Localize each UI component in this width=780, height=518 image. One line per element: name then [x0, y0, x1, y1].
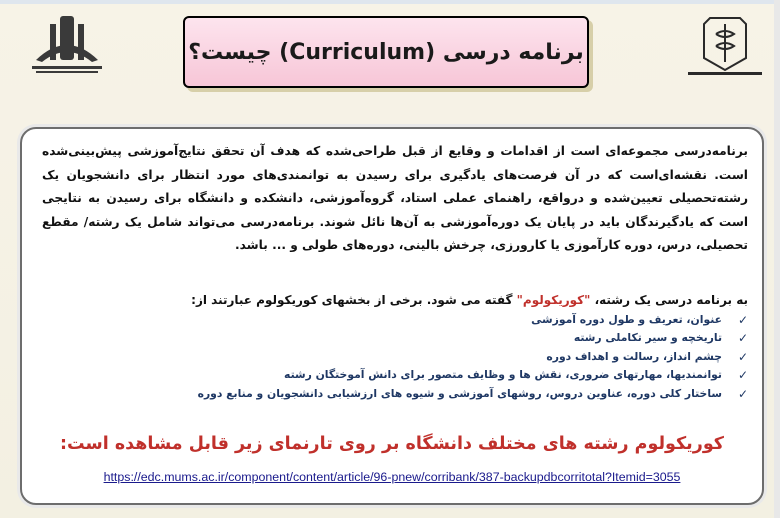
- curriculum-link[interactable]: https://edc.mums.ac.ir/component/content/article/96-pnew/corribank/387-backupdbcorritotal?Itemid=3055: [103, 470, 681, 484]
- curriculum-sections-list: [188, 311, 748, 403]
- university-logo-icon: [680, 10, 770, 80]
- list-item-text: تاریخچه و سیر تکاملی رشته: [573, 331, 722, 345]
- content-box: [20, 127, 764, 505]
- list-item-text: ساختار کلی دوره، عناوین دروس، روشهای آموزشی و شیوه های ارزشیابی دانشجویان و منابع دوره: [197, 386, 722, 400]
- intro-text-end: گفته می شود. برخی از بخشهای کوریکولوم عبارتند از:: [191, 293, 517, 307]
- intro-highlight: "کوریکولوم": [516, 293, 591, 307]
- page-title: برنامه درسی (Curriculum) چیست؟: [188, 39, 584, 65]
- list-item: [188, 385, 748, 403]
- curriculum-intro: [148, 291, 748, 309]
- list-item-text: توانمندیها، مهارتهای ضروری، نقش ها و وظایف متصور برای دانش آموختگان رشته: [284, 368, 722, 382]
- title-box: [183, 16, 589, 88]
- right-edge: [774, 0, 780, 518]
- list-item: [188, 366, 748, 384]
- edc-logo-icon: [22, 10, 112, 80]
- top-border: [0, 0, 780, 4]
- check-icon: ✓: [737, 313, 748, 327]
- list-item: [188, 311, 748, 329]
- definition-paragraph: برنامه‌درسی مجموعه‌ای است از اقدامات و وقایع از قبل طراحی‌شده که هدف آن تحقق نتایج‌آموزشی پیش‌بینی‌شده است. نقشه‌ای‌است که در آن فرصت‌های یادگیری برای رسیدن به توانمندی‌های مورد انتظار برای دانشجویان یک رشته‌تحصیلی تعیین‌شده و درواقع، راهنمای عملی استاد، گروه‌آموزشی، دانشکده و دانشگاه برای رسیدن به نتایجی است که یادگیرندگان باید در پایان یک دوره‌آموزشی به آن‌ها نائل شوند. برنامه‌درسی می‌تواند شامل یک رشته/ مقطع تحصیلی، درس، دوره کارآموزی یا کارورزی، چرخش بالینی، دوره‌های طولی و ... باشد.: [42, 144, 748, 253]
- intro-text-start: به برنامه درسی یک رشته،: [590, 293, 748, 307]
- list-item: [188, 329, 748, 347]
- list-item: [188, 348, 748, 366]
- check-icon: ✓: [737, 368, 748, 383]
- check-icon: ✓: [737, 331, 748, 346]
- check-icon: ✓: [737, 386, 748, 401]
- check-icon: ✓: [737, 349, 748, 364]
- list-item-text: چشم انداز، رسالت و اهداف دوره: [546, 349, 722, 363]
- call-to-action: کوریکولوم رشته های مختلف دانشگاه بر روی تارنمای زیر قابل مشاهده است:: [60, 434, 724, 454]
- list-item-text: عنوان، تعریف و طول دوره آموزشی: [531, 313, 722, 326]
